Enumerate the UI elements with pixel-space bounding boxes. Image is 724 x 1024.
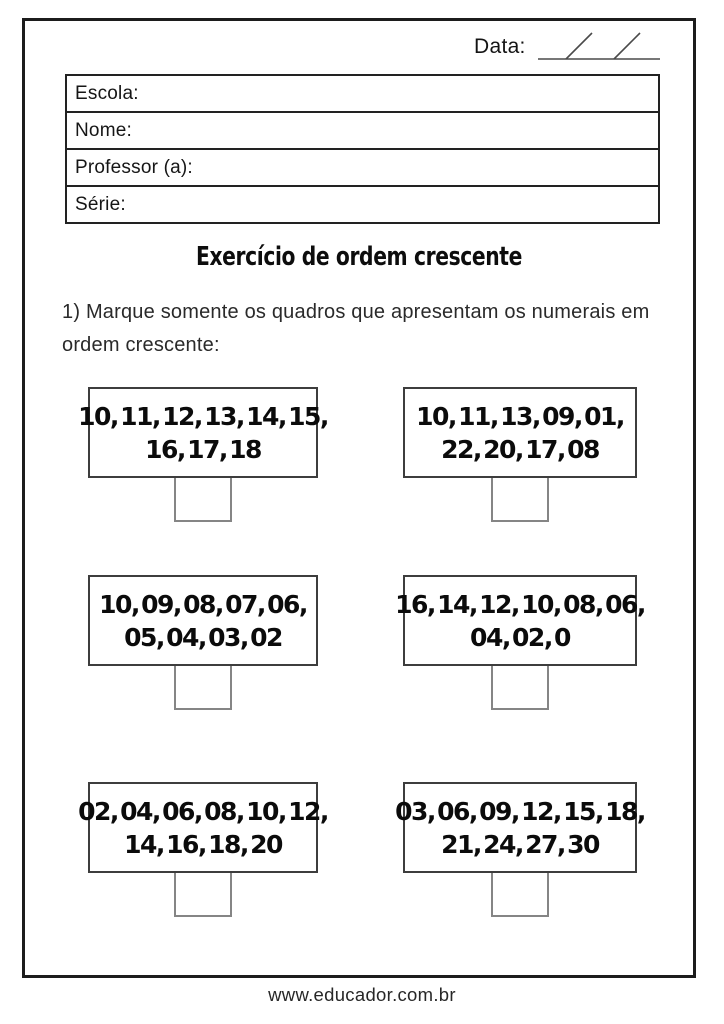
nome-label: Nome: [75,119,132,141]
quiz-card-5 [78,782,328,917]
serie-fill-area[interactable] [126,187,658,222]
number-line: 10, 11, 13, 09, 01, [416,401,624,431]
nome-fill-area[interactable] [132,113,658,148]
professor-label: Professor (a): [75,156,193,178]
quiz-card-2 [403,387,637,522]
number-line: 10, 09, 08, 07, 06, [99,589,307,619]
serie-label: Série: [75,193,126,215]
number-line: 14, 16, 18, 20 [124,829,282,859]
info-row-serie [67,187,658,222]
instruction-text: 1) Marque somente os quadros que apresentam os numerais em ordem crescente: [62,301,650,356]
answer-checkbox-3[interactable] [174,666,232,710]
escola-fill-area[interactable] [139,76,658,111]
quiz-card-1 [78,387,328,522]
quiz-card-4 [395,575,645,710]
number-line: 22, 20, 17, 08 [441,434,599,464]
answer-checkbox-2[interactable] [491,478,549,522]
number-line: 16, 14, 12, 10, 08, 06, [395,589,645,619]
quiz-card-6 [395,782,645,917]
number-line: 10, 11, 12, 13, 14, 15, [78,401,328,431]
professor-fill-area[interactable] [193,150,658,185]
number-line: 21, 24, 27, 30 [441,829,599,859]
number-line: 02, 04, 06, 08, 10, 12, [78,796,328,826]
escola-label: Escola: [75,82,139,104]
info-row-professor [67,150,658,187]
info-row-nome [67,113,658,150]
footer-url: www.educador.com.br [268,984,456,1005]
quiz-card-3 [88,575,318,710]
student-info-table [65,74,660,224]
worksheet-title: Exercício de ordem crescente [196,242,522,272]
info-row-escola [67,76,658,113]
date-blank-lines[interactable] [536,28,662,61]
number-line: 05, 04, 03, 02 [124,622,282,652]
number-box-4 [395,575,645,666]
number-line: 16, 17, 18 [145,434,261,464]
answer-checkbox-4[interactable] [491,666,549,710]
number-box-1 [78,387,328,478]
number-line: 03, 06, 09, 12, 15, 18, [395,796,645,826]
number-box-5 [78,782,328,873]
date-label: Data: [474,35,526,58]
answer-checkbox-5[interactable] [174,873,232,917]
answer-checkbox-6[interactable] [491,873,549,917]
number-line: 04, 02, 0 [470,622,570,652]
number-box-2 [403,387,637,478]
answer-checkbox-1[interactable] [174,478,232,522]
number-box-3 [88,575,318,666]
number-box-6 [395,782,645,873]
